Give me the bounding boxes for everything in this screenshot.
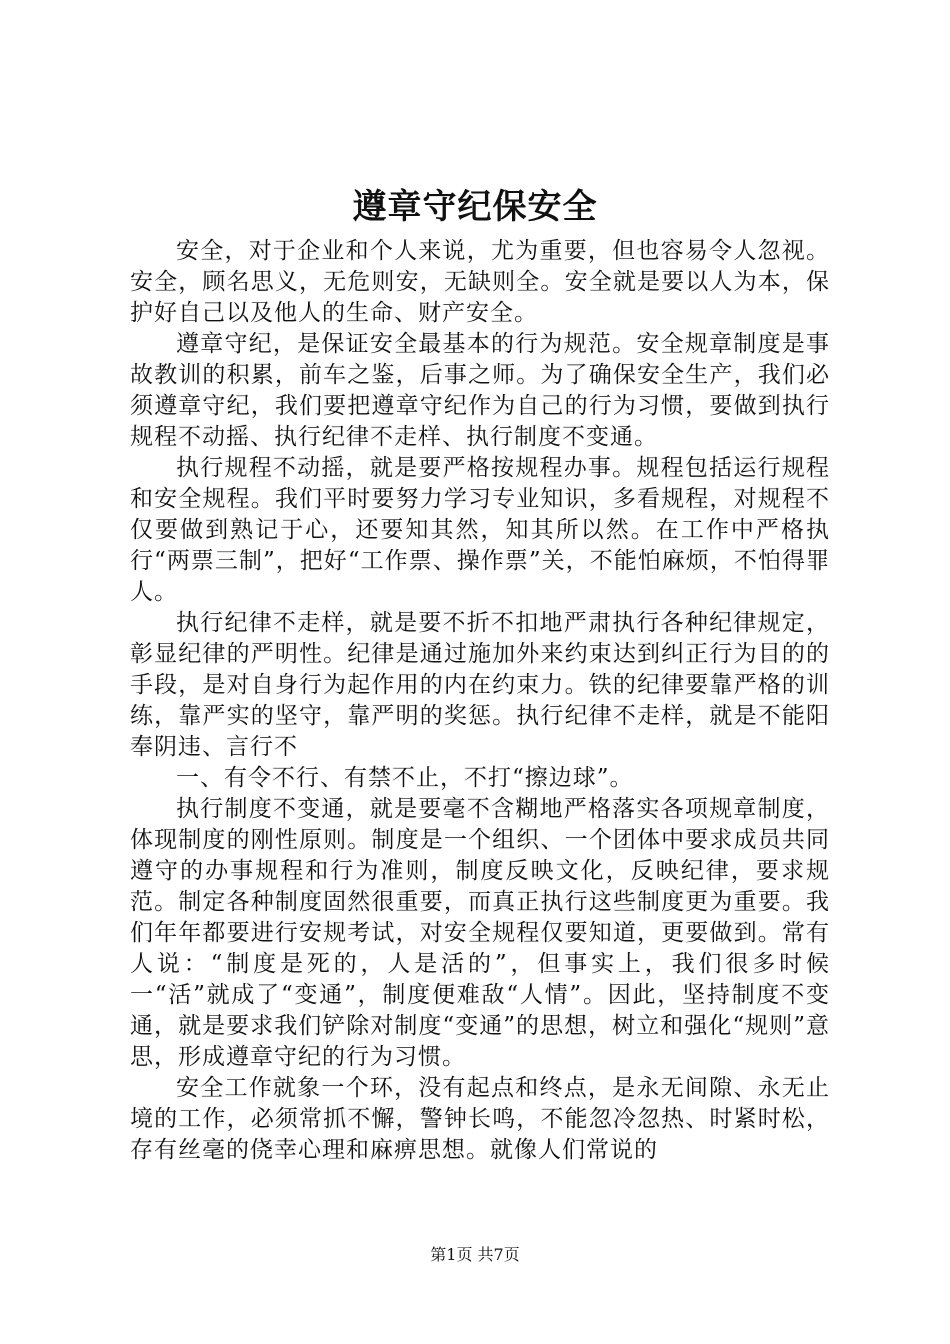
- paragraph: 遵章守纪，是保证安全最基本的行为规范。安全规章制度是事故教训的积累，前车之鉴，后事之师。为了确保安全生产，我们必须遵章守纪，我们要把遵章守纪作为自己的行为习惯，要做到执行规程不动摇、执行纪律不走样、执行制度不变通。: [130, 331, 830, 450]
- paragraph: 安全，对于企业和个人来说，尤为重要，但也容易令人忽视。安全，顾名思义，无危则安，无缺则全。安全就是要以人为本，保护好自己以及他人的生命、财产安全。: [130, 238, 830, 326]
- paragraph: 执行规程不动摇，就是要严格按规程办事。规程包括运行规程和安全规程。我们平时要努力学习专业知识，多看规程，对规程不仅要做到熟记于心，还要知其然，知其所以然。在工作中严格执行“两票三制”，把好“工作票、操作票”关，不能怕麻烦，不怕得罪人。: [130, 455, 830, 605]
- page-number-footer: 第1页 共7页: [430, 1245, 520, 1264]
- paragraph: 执行制度不变通，就是要毫不含糊地严格落实各项规章制度，体现制度的刚性原则。制度是一个组织、一个团体中要求成员共同遵守的办事规程和行为准则，制度反映文化，反映纪律，要求规范。制定各种制度固然很重要，而真正执行这些制度更为重要。我们年年都要进行安规考试，对安全规程仅要知道，更要做到。常有人说：“制度是死的，人是活的”，但事实上，我们很多时候一“活”就成了“变通”，制度便难敌“人情”。因此，坚持制度不变通，就是要求我们铲除对制度“变通”的思想，树立和强化“规则”意思，形成遵章守纪的行为习惯。: [130, 796, 830, 1070]
- paragraph: 安全工作就象一个环，没有起点和终点，是永无间隙、永无止境的工作，必须常抓不懈，警钟长鸣，不能忽冷忽热、时紧时松，存有丝毫的侥幸心理和麻痹思想。就像人们常说的: [130, 1075, 830, 1163]
- document-body: [130, 236, 830, 1166]
- paragraph: 一、有令不行、有禁不止，不打“擦边球”。: [176, 765, 634, 791]
- document-title: 遵章守纪保安全: [352, 187, 598, 227]
- paragraph: 执行纪律不走样，就是要不折不扣地严肃执行各种纪律规定，彰显纪律的严明性。纪律是通过施加外来约束达到纠正行为目的的手段，是对自身行为起作用的内在约束力。铁的纪律要靠严格的训练，靠严实的坚守，靠严明的奖惩。执行纪律不走样，就是不能阳奉阴违、言行不: [130, 610, 830, 760]
